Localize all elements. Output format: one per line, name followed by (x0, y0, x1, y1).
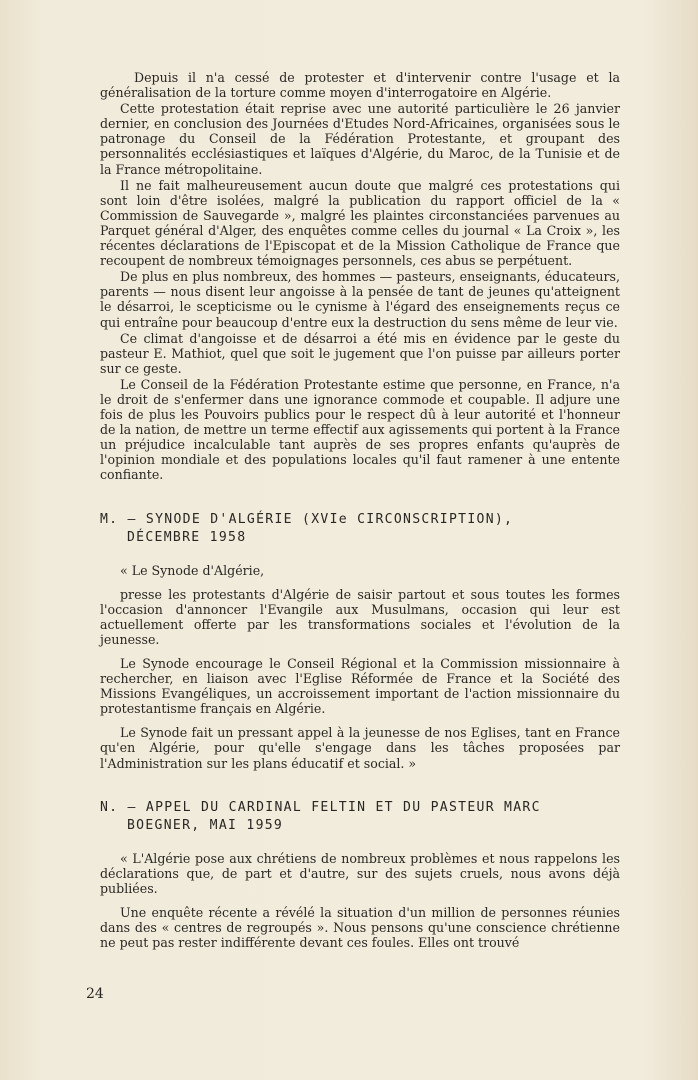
section-m-title-line-1: M. — SYNODE D'ALGÉRIE (XVIe CIRCONSCRIPTION), (100, 511, 514, 527)
intro-paragraph-2: Cette protestation était reprise avec une autorité particulière le 26 janvier dernier, en conclusion des Journées d'Etudes Nord-Africaines, organisées sous le patronage du Conseil de la Fédération Protestante, et groupant des personnalités ecclésiastiques et laïques d'Algérie, du Maroc, de la Tunisie et de la France métropolitaine. (100, 101, 620, 177)
section-n-title-line-2: BOEGNER, MAI 1959 (127, 817, 284, 833)
section-m-paragraph-3: Le Synode encourage le Conseil Régional et la Commission missionnaire à rechercher, en liaison avec l'Eglise Réformée de France et la Société des Missions Evangéliques, un accroissement important de l'action missionnaire du protestantisme français en Algérie. (100, 656, 620, 717)
section-m-paragraph-2: presse les protestants d'Algérie de saisir partout et sous toutes les formes l'occasion d'annoncer l'Evangile aux Musulmans, occasion qui leur est actuellement offerte par les transformations sociales et l'évolution de la jeunesse. (100, 586, 620, 647)
intro-paragraph-5: Ce climat d'angoisse et de désarroi a été mis en évidence par le geste du pasteur E. Mathiot, quel que soit le jugement que l'on puisse par ailleurs porter sur ce geste. (100, 330, 620, 376)
section-n-title (100, 799, 620, 835)
section-m-title-line-2: DÉCEMBRE 1958 (127, 529, 247, 545)
section-m-paragraph-4: Le Synode fait un pressant appel à la jeunesse de nos Eglises, tant en France qu'en Algérie, pour qu'elle s'engage dans les tâches proposées par l'Administration sur les plans éducatif et social. » (100, 725, 620, 771)
page-body (100, 70, 620, 951)
section-m-paragraph-1: « Le Synode d'Algérie, (120, 562, 265, 578)
page-number: 24 (86, 986, 104, 1002)
section-n-paragraph-1: « L'Algérie pose aux chrétiens de nombreux problèmes et nous rappelons les déclarations que, de part et d'autre, sur des sujets cruels, nous avons déjà publiées. (100, 850, 620, 896)
section-n-paragraph-2: Une enquête récente a révélé la situation d'un million de personnes réunies dans des « centres de regroupés ». Nous pensons qu'une conscience chrétienne ne peut pas rester indifférente devant ces foules. Elles ont trouvé (100, 904, 620, 951)
intro-paragraph-6: Le Conseil de la Fédération Protestante estime que personne, en France, n'a le droit de s'enfermer dans une ignorance commode et coupable. Il adjure une fois de plus les Pouvoirs publics pour le respect dû à leur autorité et l'honneur de la nation, de mettre un terme effectif aux agissements qui portent à la France un préjudice incalculable tant auprès de ses propres enfants qu'auprès de l'opinion mondiale et des populations locales qu'il faut ramener à une entente confiante. (100, 376, 620, 483)
intro-paragraph-1: Depuis il n'a cessé de protester et d'intervenir contre l'usage et la généralisation de la torture comme moyen d'interrogatoire en Algérie. (100, 70, 620, 101)
intro-paragraph-3: Il ne fait malheureusement aucun doute que malgré ces protestations qui sont loin d'être isolées, malgré la publication du rapport officiel de la « Commission de Sauvegarde », malgré les plaintes circonstanciées parvenues au Parquet général d'Alger, des enquêtes comme celles du journal « La Croix », les récentes déclarations de l'Episcopat et de la Mission Catholique de France que recoupent de nombreux témoignages personnels, ces abus se perpétuent. (100, 177, 620, 269)
section-m-title (100, 511, 620, 547)
section-n-title-line-1: N. — APPEL DU CARDINAL FELTIN ET DU PASTEUR MARC (100, 799, 541, 815)
intro-paragraph-4: De plus en plus nombreux, des hommes — pasteurs, enseignants, éducateurs, parents — nous disent leur angoisse à la pensée de tant de jeunes qu'atteignent le désarroi, le scepticisme ou le cynisme à l'égard des enseignements reçus ce qui entraîne pour beaucoup d'entre eux la destruction du sens même de leur vie. (100, 269, 620, 330)
